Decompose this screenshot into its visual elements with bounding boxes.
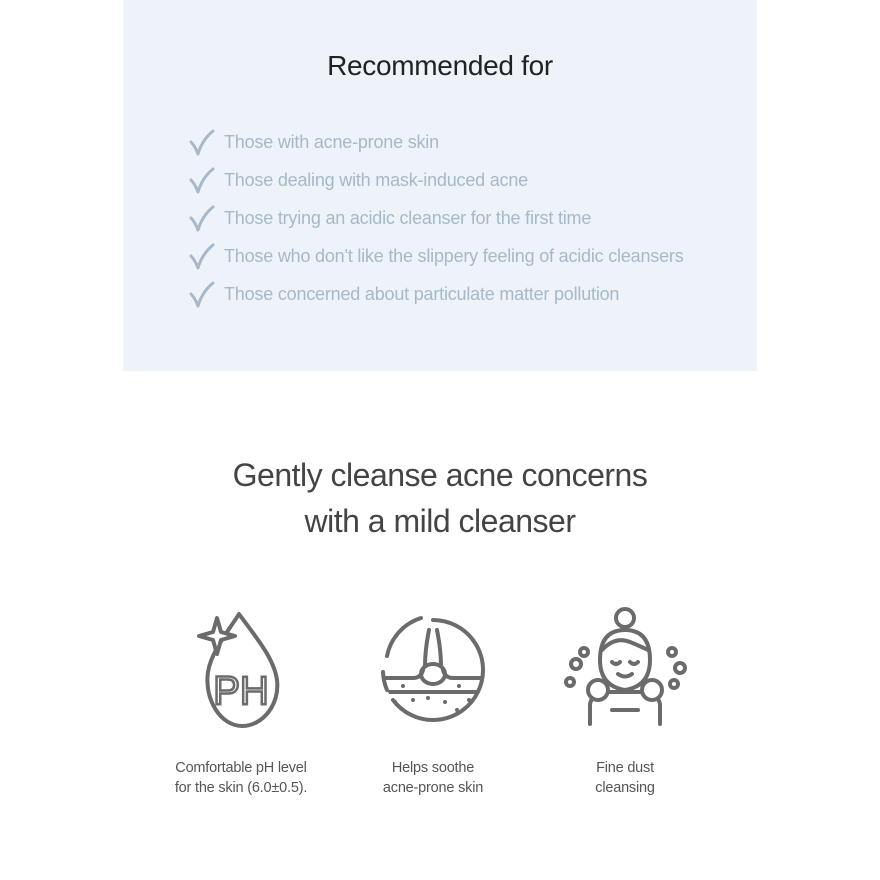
check-icon (189, 280, 215, 308)
list-item (189, 242, 684, 280)
recommended-title: Recommended for (327, 50, 553, 81)
check-icon (189, 242, 215, 270)
list-item-text: Those who don't like the slippery feeling of acidic cleansers (224, 246, 684, 266)
list-item (189, 204, 684, 242)
feature-caption-line-2: acne-prone skin (382, 780, 484, 796)
ph-droplet-icon (181, 600, 301, 730)
list-item-text: Those with acne-prone skin (224, 132, 439, 152)
face-washing-icon (560, 600, 690, 730)
feature-caption-line-1: Comfortable pH level (175, 760, 307, 776)
section-headline (0, 452, 880, 544)
recommended-panel (123, 0, 757, 371)
headline-line-2: with a mild cleanser (304, 503, 576, 539)
feature-icons-row (0, 600, 880, 820)
list-item (189, 166, 684, 204)
check-icon (189, 128, 215, 156)
check-icon (189, 166, 215, 194)
feature-caption-line-2: cleansing (595, 780, 655, 796)
ph-icon-text: PH (213, 669, 269, 713)
feature-caption-line-1: Helps soothe (391, 760, 475, 776)
feature-caption-line-1: Fine dust (596, 760, 654, 776)
feature-dust (525, 600, 725, 798)
headline-line-1: Gently cleanse acne concerns (232, 457, 648, 493)
list-item-text: Those trying an acidic cleanser for the first time (224, 208, 592, 228)
feature-caption (333, 758, 533, 798)
feature-caption (141, 758, 341, 798)
recommended-list (189, 128, 684, 318)
list-item (189, 128, 684, 166)
list-item-text: Those concerned about particulate matter pollution (224, 284, 620, 304)
feature-caption (525, 758, 725, 798)
check-icon (189, 204, 215, 232)
list-item (189, 280, 684, 318)
feature-soothe (333, 600, 533, 798)
list-item-text: Those dealing with mask-induced acne (224, 170, 528, 190)
feature-caption-line-2: for the skin (6.0±0.5). (174, 780, 308, 796)
feature-ph (141, 600, 341, 798)
skin-pore-icon (373, 600, 493, 730)
